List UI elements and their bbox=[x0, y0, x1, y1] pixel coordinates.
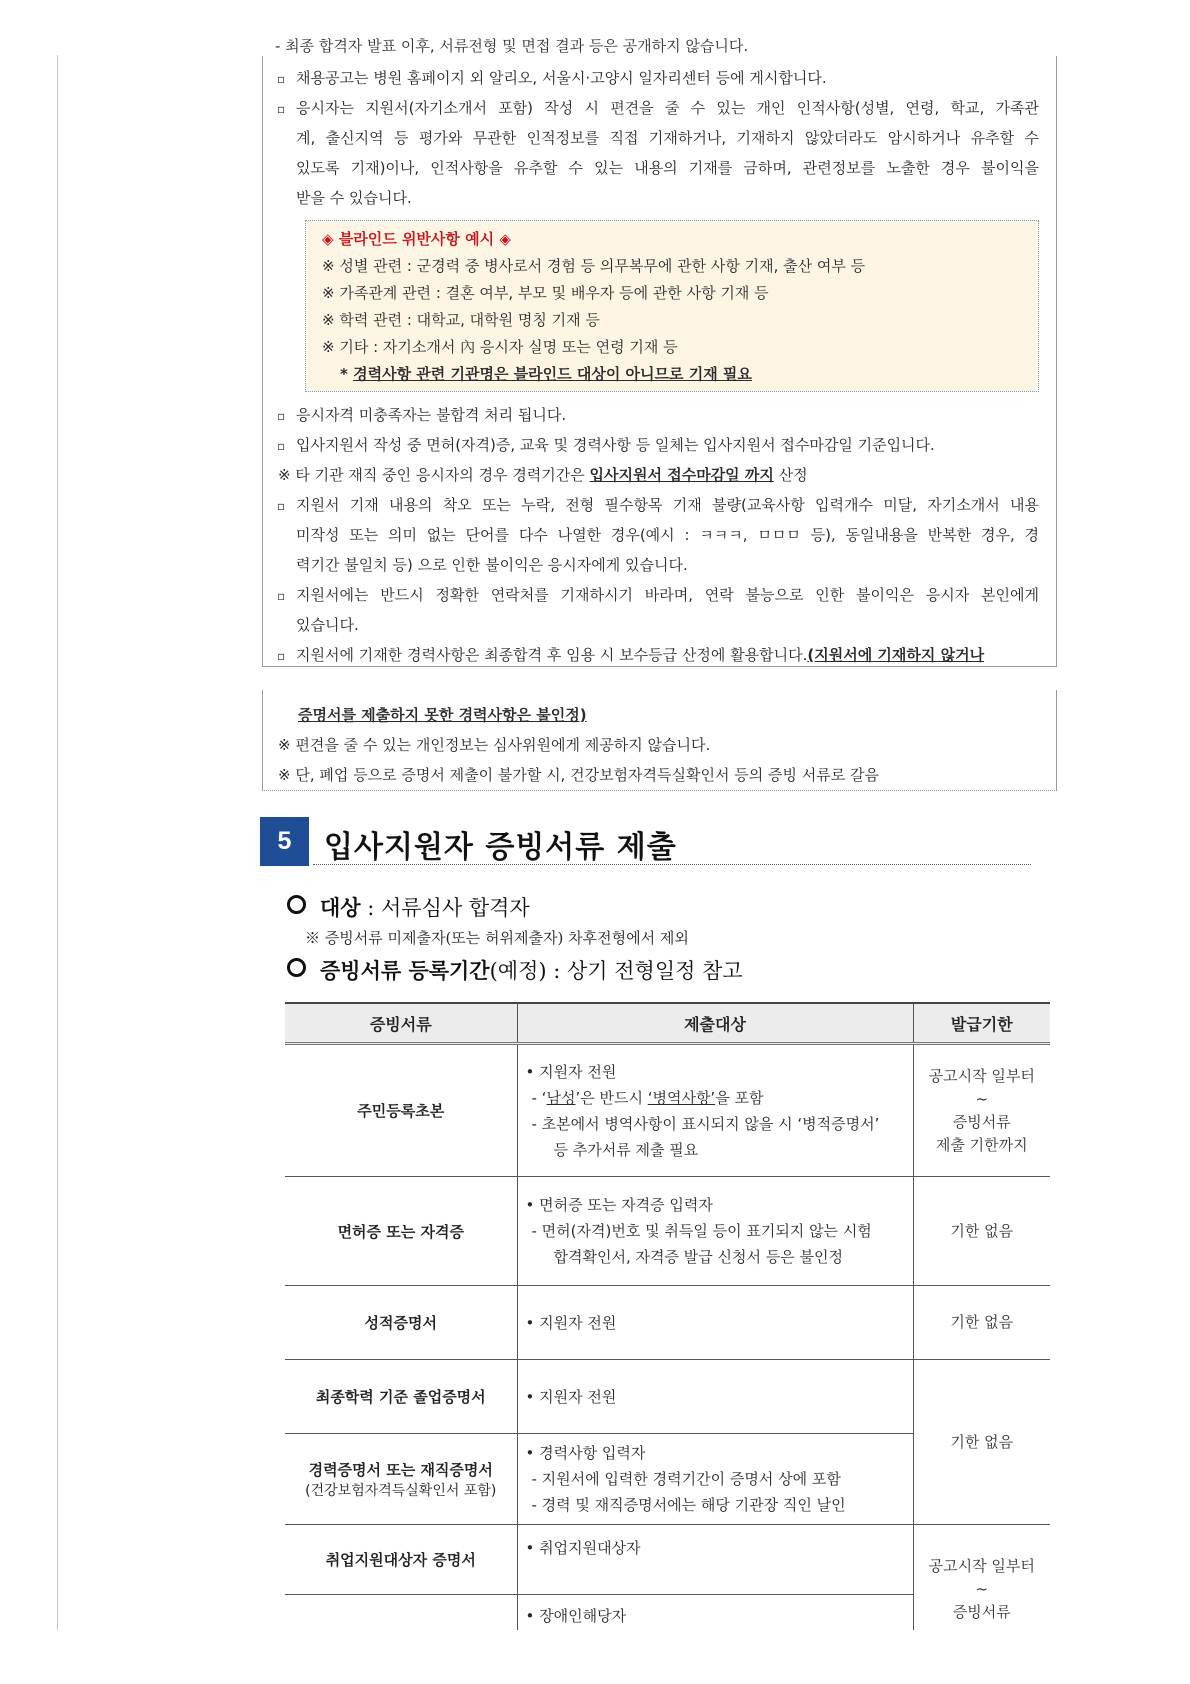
documents-table bbox=[285, 1002, 1050, 1665]
header-document: 증빙서류 bbox=[285, 1003, 517, 1044]
doc-name: 취업지원대상자 증명서 bbox=[285, 1525, 517, 1595]
example-etc: ※ 기타 : 자기소개서 內 응시자 실명 또는 연령 기재 등 bbox=[322, 338, 678, 356]
notice-item-contact-line2: 있습니다. bbox=[296, 616, 359, 634]
page-margin-line bbox=[57, 55, 58, 1630]
section-title: 입사지원자 증빙서류 제출 bbox=[324, 830, 677, 865]
notice-item-privacy-line2: 계, 출신지역 등 평가와 무관한 인적정보를 직접 기재하거나, 기재하지 않았더라도 암시하거나 유추할 수 bbox=[296, 129, 1039, 147]
period-line: 증빙서류 등록기간(예정) : 상기 전형일정 참고 bbox=[287, 955, 743, 985]
doc-target: • 지원자 전원 bbox=[517, 1360, 913, 1434]
notice-item-qualification: ▫ 응시자격 미충족자는 불합격 처리 됩니다. bbox=[277, 406, 567, 424]
table-row bbox=[285, 1525, 1050, 1595]
doc-target: • 지원자 전원 bbox=[517, 1286, 913, 1360]
notice-item-omission-line3: 력기간 불일치 등) 으로 인한 불이익은 응시자에게 있습니다. bbox=[296, 556, 688, 574]
notice-item-privacy: ▫ 응시자는 지원서(자기소개서 포함) 작성 시 편견을 줄 수 있는 개인 인적사항(성별, 연령, 학교, 가족관 bbox=[277, 99, 1039, 117]
example-title: ◈ 블라인드 위반사항 예시 ◈ bbox=[322, 230, 511, 248]
notice-item-deadline: ▫ 입사지원서 작성 중 면허(자격)증, 교육 및 경력사항 등 일체는 입사지원서 접수마감일 기준입니다. bbox=[277, 436, 935, 454]
doc-name: 성적증명서 bbox=[285, 1286, 517, 1360]
doc-name: 경력증명서 또는 재직증명서 (건강보험자격득실확인서 포함) bbox=[285, 1434, 517, 1525]
example-education: ※ 학력 관련 : 대학교, 대학원 명칭 기재 등 bbox=[322, 311, 600, 329]
notice-item-privacy-line3: 있도록 기재)이나, 인적사항을 유추할 수 있는 내용의 기재를 금하며, 관련정보를 노출한 경우 불이익을 bbox=[296, 159, 1039, 177]
notice-closure-note: ※ 단, 폐업 등으로 증명서 제출이 불가할 시, 건강보험자격득실확인서 등의 증빙 서류로 갈음 bbox=[278, 766, 879, 784]
doc-target: • 지원자 전원 - ‘남성’은 반드시 ‘병역사항’을 포함 - 초본에서 병역사항이 표시되지 않을 시 ‘병적증명서’ 등 추가서류 제출 필요 bbox=[517, 1044, 913, 1177]
doc-name: 면허증 또는 자격증 bbox=[285, 1177, 517, 1286]
table-row bbox=[285, 1360, 1050, 1434]
notice-item-privacy-line4: 받을 수 있습니다. bbox=[296, 189, 412, 207]
doc-deadline: 기한 없음 bbox=[913, 1177, 1050, 1286]
doc-target: • 경력사항 입력자 - 지원서에 입력한 경력기간이 증명서 상에 포함 - 경력 및 재직증명서에는 해당 기관장 직인 날인 bbox=[517, 1434, 913, 1525]
header-target: 제출대상 bbox=[517, 1003, 913, 1044]
doc-deadline: 기한 없음 bbox=[913, 1360, 1050, 1525]
notice-item-omission: ▫ 지원서 기재 내용의 착오 또는 누락, 전형 필수항목 기재 불량(교육사항 입력개수 미달, 자기소개서 내용 bbox=[277, 496, 1039, 514]
doc-name: 최종학력 기준 졸업증명서 bbox=[285, 1360, 517, 1434]
table-header-row bbox=[285, 1003, 1050, 1044]
notice-career-period-note: ※ 타 기관 재직 중인 응시자의 경우 경력기간은 입사지원서 접수마감일 까지 산정 bbox=[278, 466, 808, 484]
table-row bbox=[285, 1044, 1050, 1177]
doc-deadline: 기한 없음 bbox=[913, 1286, 1050, 1360]
doc-deadline: 공고시작 일부터 ~ 증빙서류 bbox=[913, 1525, 1050, 1665]
doc-name: 주민등록초본 bbox=[285, 1044, 517, 1177]
target-line: 대상 : 서류심사 합격자 bbox=[287, 892, 530, 922]
notice-item-omission-line2: 미작성 또는 의미 없는 단어를 다수 나열한 경우(예시 : ㅋㅋㅋ, ㅁㅁㅁ 등), 동일내용을 반복한 경우, 경 bbox=[296, 526, 1039, 544]
circle-bullet-icon bbox=[287, 895, 306, 914]
notice-item-career-use: ▫ 지원서에 기재한 경력사항은 최종합격 후 임용 시 보수등급 산정에 활용합니다.(지원서에 기재하지 않거나 bbox=[277, 646, 985, 664]
example-gender: ※ 성별 관련 : 군경력 중 병사로서 경험 등 의무복무에 관한 사항 기재, 출산 여부 등 bbox=[322, 257, 866, 275]
table-row bbox=[285, 1177, 1050, 1286]
doc-target: • 취업지원대상자 bbox=[517, 1525, 913, 1595]
notice-item-contact: ▫ 지원서에는 반드시 정확한 연락처를 기재하시기 바라며, 연락 불능으로 인한 불이익은 응시자 본인에게 bbox=[277, 586, 1039, 604]
notice-item-posting: ▫ 채용공고는 병원 홈페이지 외 알리오, 서울시·고양시 일자리센터 등에 게시합니다. bbox=[277, 69, 827, 87]
target-note: ※ 증빙서류 미제출자(또는 허위제출자) 차후전형에서 제외 bbox=[305, 929, 689, 947]
cutoff-line: - 최종 합격자 발표 이후, 서류전형 및 면접 결과 등은 공개하지 않습니다. bbox=[275, 37, 749, 55]
header-deadline: 발급기한 bbox=[913, 1003, 1050, 1044]
notice-privacy-note: ※ 편견을 줄 수 있는 개인정보는 심사위원에게 제공하지 않습니다. bbox=[278, 736, 711, 754]
example-family: ※ 가족관계 관련 : 결혼 여부, 부모 및 배우자 등에 관한 사항 기재 등 bbox=[322, 284, 769, 302]
doc-target: • 장애인해당자 bbox=[517, 1595, 913, 1665]
example-emphasis: * 경력사항 관련 기관명은 블라인드 대상이 아니므로 기재 필요 bbox=[340, 365, 752, 383]
table-row bbox=[285, 1286, 1050, 1360]
doc-deadline: 공고시작 일부터 ~ 증빙서류 제출 기한까지 bbox=[913, 1044, 1050, 1177]
section-number: 5 bbox=[260, 817, 309, 866]
page-bottom-cutoff bbox=[0, 1630, 1190, 1684]
section-title-underline bbox=[313, 864, 1031, 865]
circle-bullet-icon bbox=[287, 958, 306, 977]
notice-career-use-cont: 증명서를 제출하지 못한 경력사항은 불인정) bbox=[298, 706, 587, 724]
doc-target: • 면허증 또는 자격증 입력자 - 면허(자격)번호 및 취득일 등이 표기되지 않는 시험 합격확인서, 자격증 발급 신청서 등은 불인정 bbox=[517, 1177, 913, 1286]
